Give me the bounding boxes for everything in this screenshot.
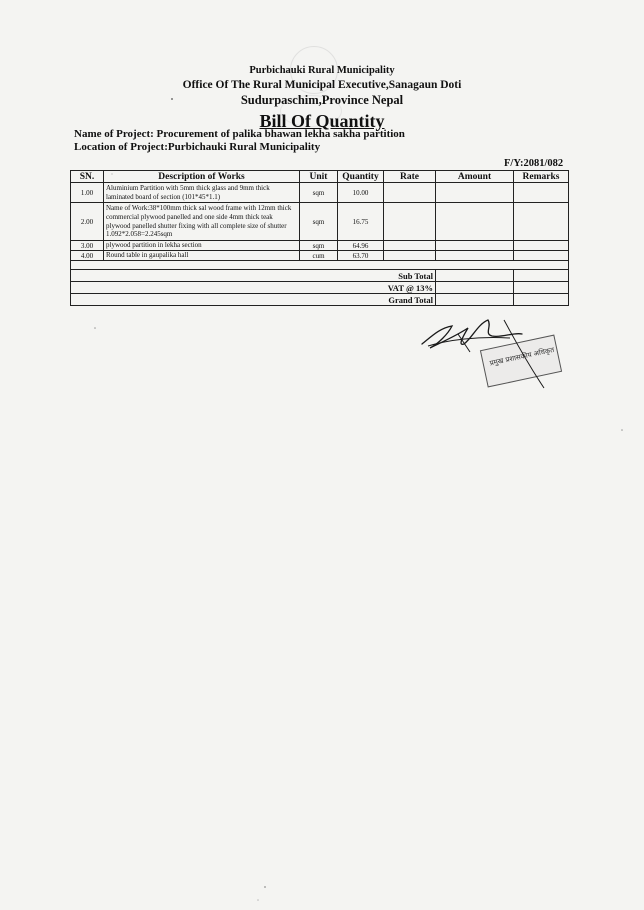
cell-rate <box>384 183 436 203</box>
cell-sn: 4.00 <box>71 251 104 261</box>
header-rate: Rate <box>384 171 436 183</box>
sub-total-amount <box>436 270 514 282</box>
cell-rate <box>384 203 436 241</box>
blank-row <box>71 261 569 270</box>
fiscal-year: F/Y:2081/082 <box>504 158 564 169</box>
grand-total-row <box>71 294 569 306</box>
cell-amount <box>436 251 514 261</box>
cell-unit: sqm <box>300 241 338 251</box>
cell-unit: cum <box>300 251 338 261</box>
sub-total-label: Sub Total <box>71 270 436 282</box>
cell-sn: 1.00 <box>71 183 104 203</box>
project-name: Name of Project: Procurement of palika bhawan lekha sakha partition <box>74 128 405 140</box>
cell-remarks <box>514 241 569 251</box>
cell-unit: sqm <box>300 203 338 241</box>
cell-quantity: 10.00 <box>338 183 384 203</box>
office-name: Office Of The Rural Municipal Executive,Sanagaun Doti <box>182 79 462 91</box>
boq-table <box>70 170 569 306</box>
header-amount: Amount <box>436 171 514 183</box>
table-row <box>71 203 569 241</box>
cell-quantity: 63.70 <box>338 251 384 261</box>
cell-sn: 3.00 <box>71 241 104 251</box>
document-header <box>0 64 644 131</box>
header-unit: Unit <box>300 171 338 183</box>
vat-amount <box>436 282 514 294</box>
sub-total-row <box>71 270 569 282</box>
vat-row <box>71 282 569 294</box>
cell-quantity: 64.96 <box>338 241 384 251</box>
municipality-name: Purbichauki Rural Municipality <box>249 65 395 76</box>
cell-unit: sqm <box>300 183 338 203</box>
document-title: Bill Of Quantity <box>259 111 385 131</box>
table-header-row <box>71 171 569 183</box>
grand-total-amount <box>436 294 514 306</box>
signature-tail <box>500 318 550 390</box>
header-remarks: Remarks <box>514 171 569 183</box>
header-description: Description of Works <box>104 171 300 183</box>
grand-total-remarks <box>514 294 569 306</box>
header-quantity: Quantity <box>338 171 384 183</box>
grand-total-label: Grand Total <box>71 294 436 306</box>
province-name: Sudurpaschim,Province Nepal <box>240 93 404 107</box>
project-info <box>74 128 405 154</box>
cell-remarks <box>514 251 569 261</box>
cell-rate <box>384 251 436 261</box>
project-location: Location of Project:Purbichauki Rural Municipality <box>74 141 321 153</box>
cell-amount <box>436 203 514 241</box>
cell-remarks <box>514 183 569 203</box>
table-row <box>71 251 569 261</box>
table-row <box>71 183 569 203</box>
cell-sn: 2.00 <box>71 203 104 241</box>
cell-quantity: 16.75 <box>338 203 384 241</box>
vat-label: VAT @ 13% <box>71 282 436 294</box>
vat-remarks <box>514 282 569 294</box>
cell-amount <box>436 241 514 251</box>
cell-rate <box>384 241 436 251</box>
cell-description: Round table in gaupalika hall <box>104 251 300 261</box>
cell-remarks <box>514 203 569 241</box>
table-row <box>71 241 569 251</box>
cell-description: plywood partition in lekha section <box>104 241 300 251</box>
header-sn: SN. <box>71 171 104 183</box>
sub-total-remarks <box>514 270 569 282</box>
cell-description: Aluminium Partition with 5mm thick glass and 9mm thick laminated board of section (101*45*1.1) <box>104 183 300 203</box>
stamp-text: प्रमुख प्रशासकीय अधिकृत <box>489 345 555 368</box>
cell-amount <box>436 183 514 203</box>
cell-description: Name of Work:38*100mm thick sal wood frame with 12mm thick commercial plywood panelled and one side 4mm thick teak plywood panelled shutter fixing with all complete size of shutter 1.092*2.058=2.245sqm <box>104 203 300 241</box>
